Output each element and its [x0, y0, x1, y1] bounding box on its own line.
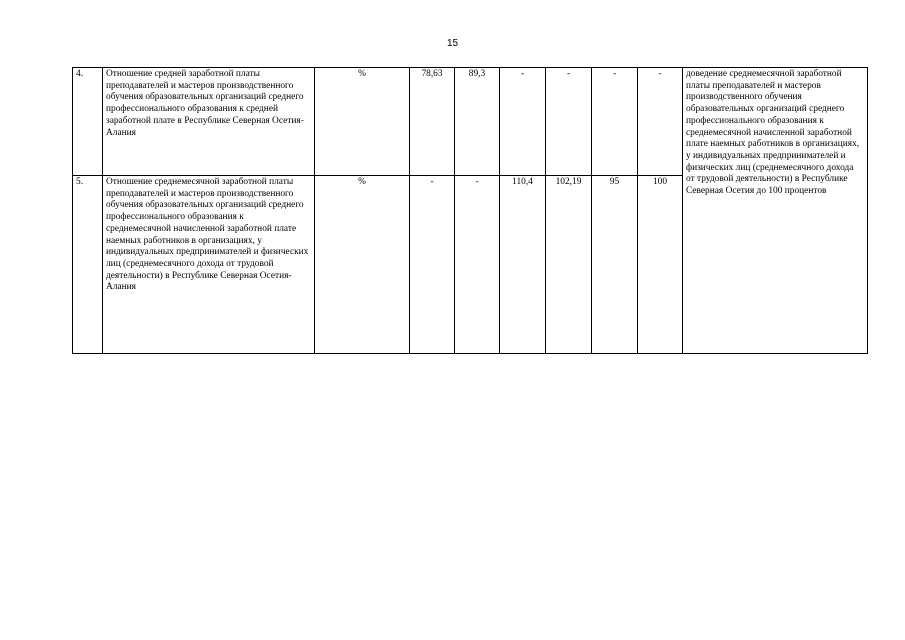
value-cell: 78,63: [410, 68, 455, 176]
expected-result-cell: доведение среднемесячной заработной платы преподавателей и мастеров производственного обучения образовательных организаций среднего профессионального образования к среднемесячной начисленной заработной плате наемных работников в организациях, у индивидуальных предпринимателей и физических лиц (среднемесячного дохода от трудовой деятельности) в Республике Северная Осетия до 100 процентов: [683, 68, 868, 354]
value-cell: -: [592, 68, 638, 176]
value-cell: -: [410, 176, 455, 354]
value-cell: -: [546, 68, 592, 176]
row-number: 4.: [73, 68, 103, 176]
value-cell: -: [638, 68, 683, 176]
value-cell: -: [455, 176, 500, 354]
table-row: [73, 68, 868, 176]
value-cell: 102,19: [546, 176, 592, 354]
value-cell: 100: [638, 176, 683, 354]
row-number: 5.: [73, 176, 103, 354]
indicator-name: Отношение среднемесячной заработной платы преподавателей и мастеров производственного обучения образовательных организаций среднего профессионального образования к среднемесячной начисленной заработной плате наемных работников в организациях, у индивидуальных предпринимателей и физических лиц (среднемесячного дохода от трудовой деятельности) в Республике Северная Осетия-Алания: [103, 176, 315, 354]
value-cell: -: [500, 68, 546, 176]
unit-cell: %: [315, 68, 410, 176]
unit-cell: %: [315, 176, 410, 354]
indicator-name: Отношение средней заработной платы преподавателей и мастеров производственного обучения образовательных организаций среднего профессионального образования к средней заработной плате в Республике Северная Осетия-Алания: [103, 68, 315, 176]
value-cell: 110,4: [500, 176, 546, 354]
value-cell: 95: [592, 176, 638, 354]
indicators-table: [72, 67, 868, 354]
value-cell: 89,3: [455, 68, 500, 176]
page-number: 15: [446, 38, 459, 49]
